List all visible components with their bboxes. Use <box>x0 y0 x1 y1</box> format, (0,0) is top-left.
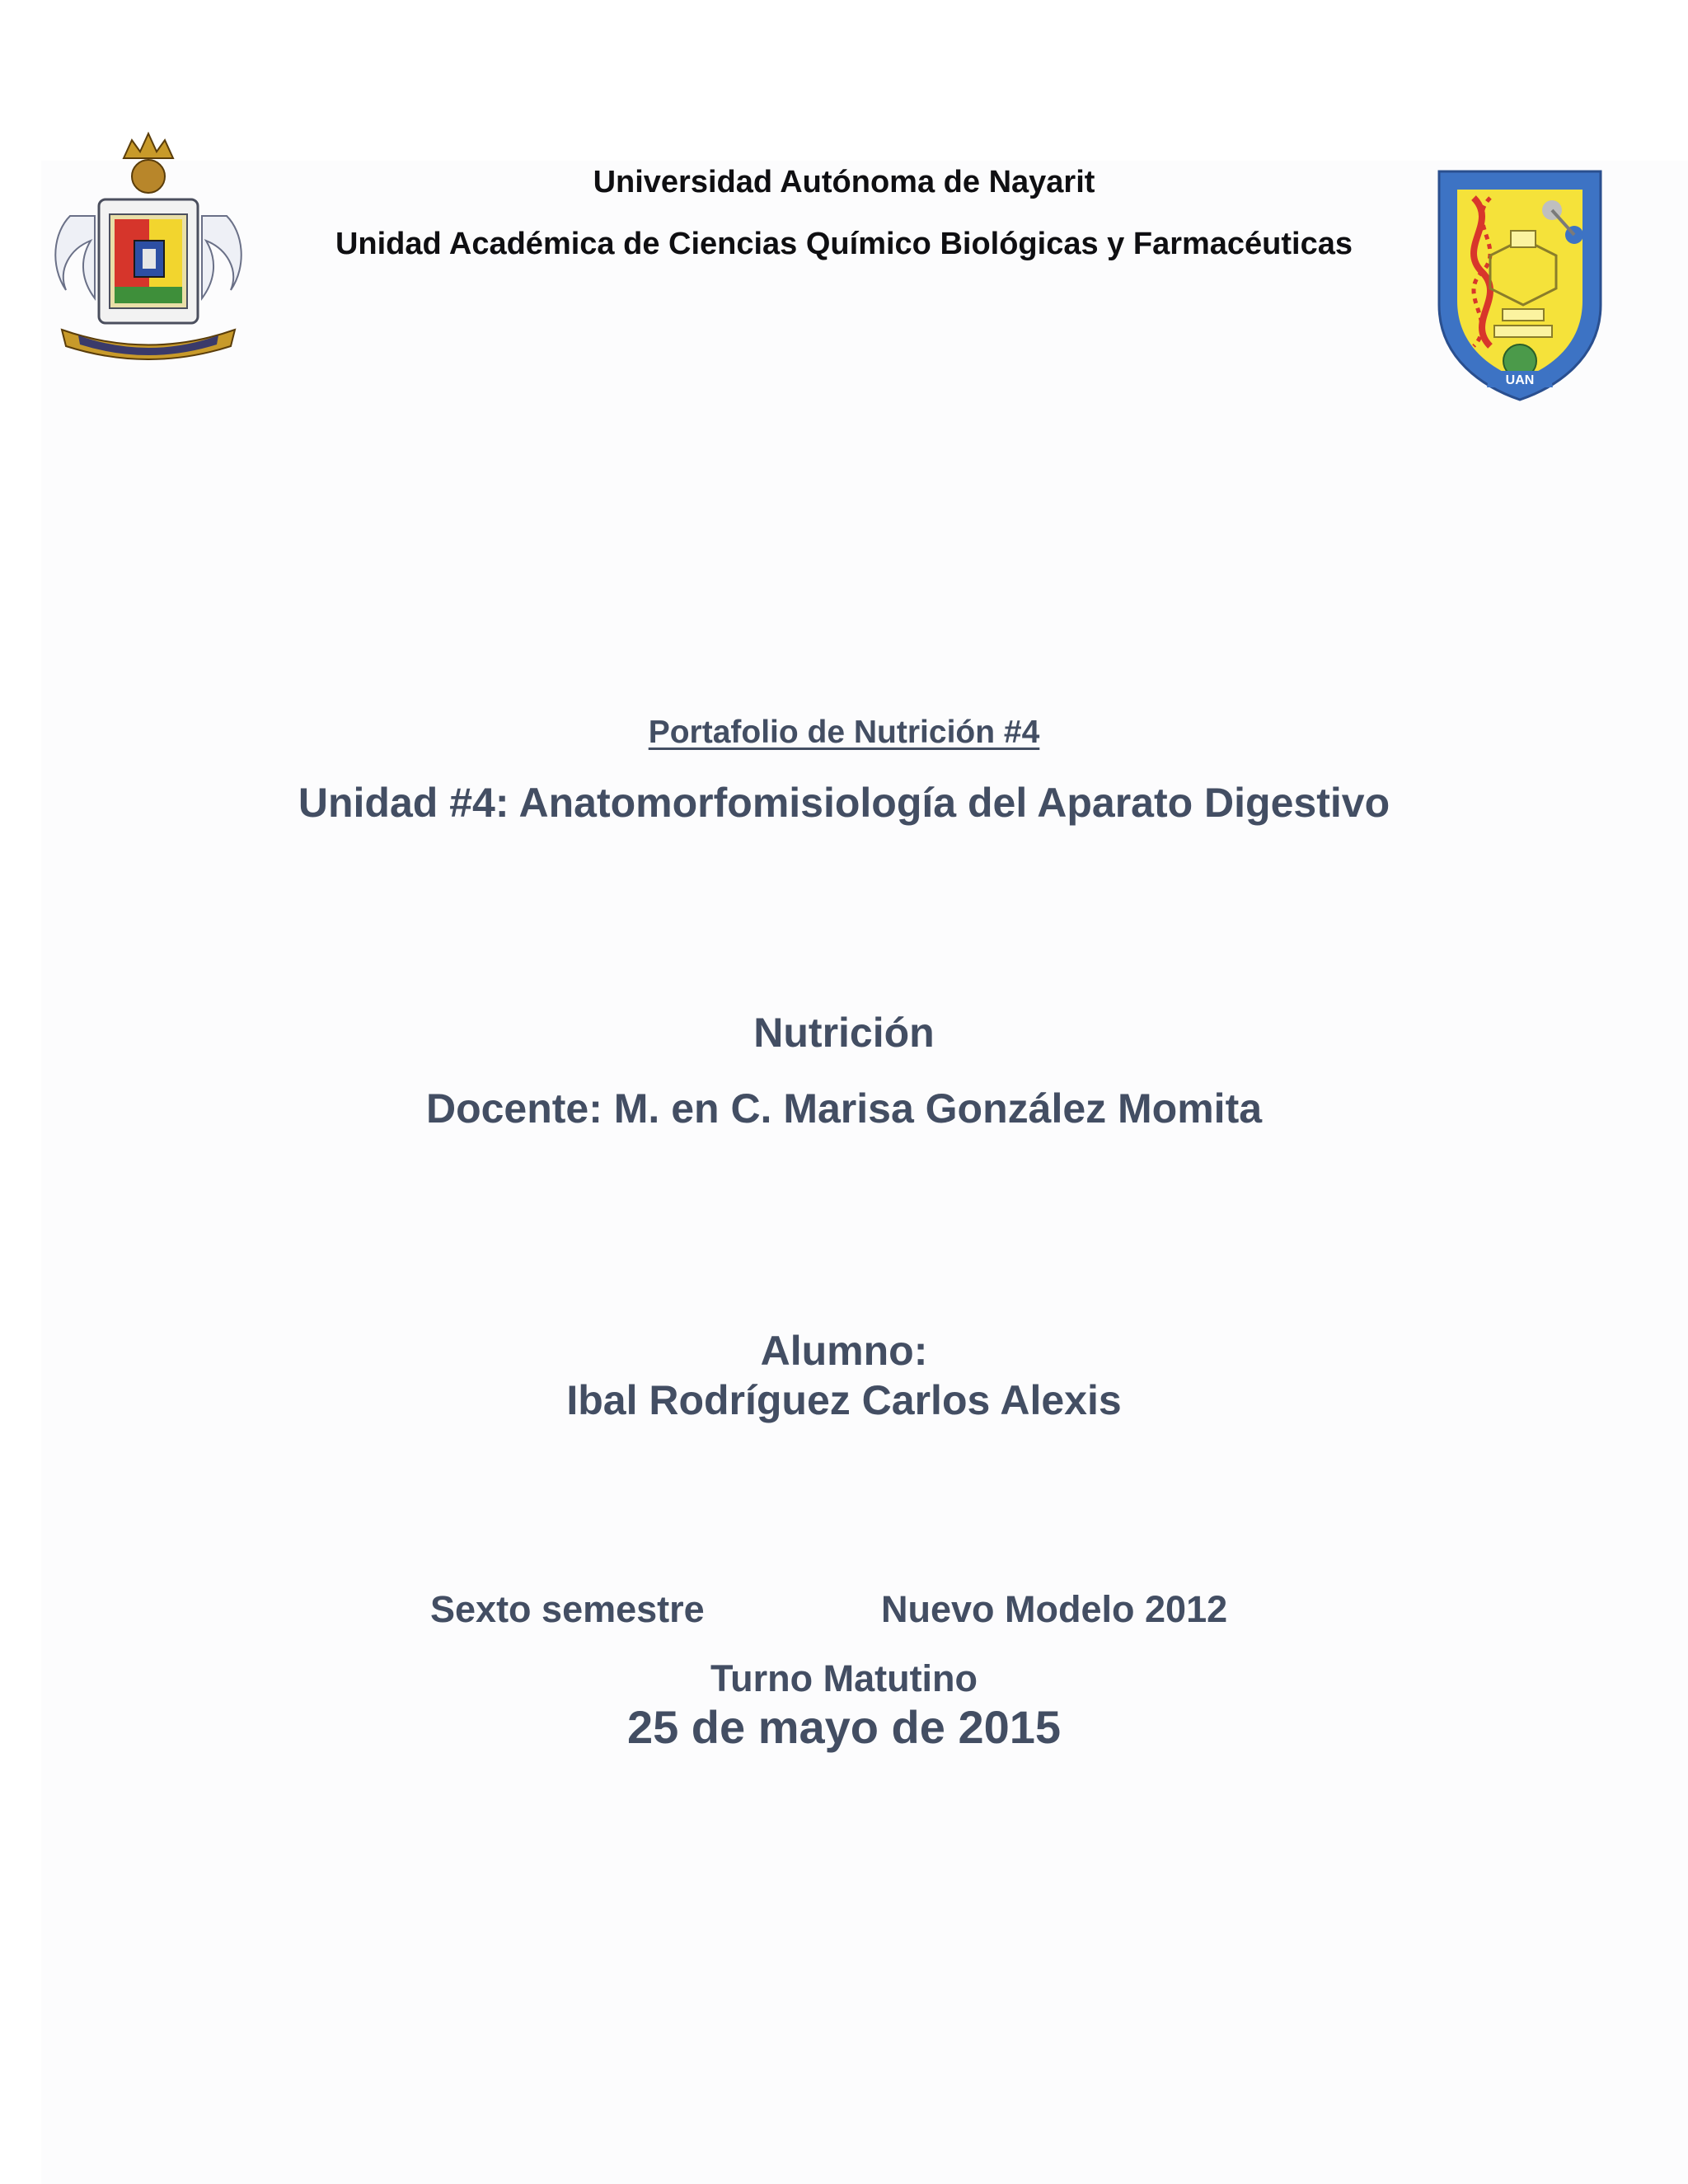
teacher-name: Docente: M. en C. Marisa González Momita <box>425 1085 1263 1132</box>
academic-unit-name: Unidad Académica de Ciencias Químico Biológicas y Farmacéuticas <box>335 227 1353 261</box>
page-sheet <box>41 161 1688 2184</box>
university-name: Universidad Autónoma de Nayarit <box>593 165 1095 199</box>
subject-name: Nutrición <box>753 1010 935 1056</box>
semester-text: Sexto semestre <box>430 1588 705 1630</box>
portfolio-title: Portafolio de Nutrición #4 <box>648 715 1040 750</box>
date-text: 25 de mayo de 2015 <box>626 1701 1062 1753</box>
model-text: Nuevo Modelo 2012 <box>881 1588 1228 1630</box>
shift-text: Turno Matutino <box>710 1657 978 1699</box>
svg-text:UAN: UAN <box>1505 373 1535 387</box>
unit-title: Unidad #4: Anatomorfomisiología del Aparato Digestivo <box>298 780 1390 826</box>
student-name: Ibal Rodríguez Carlos Alexis <box>566 1377 1122 1423</box>
student-label: Alumno: <box>760 1328 928 1374</box>
faculty-shield-logo <box>1432 165 1607 404</box>
